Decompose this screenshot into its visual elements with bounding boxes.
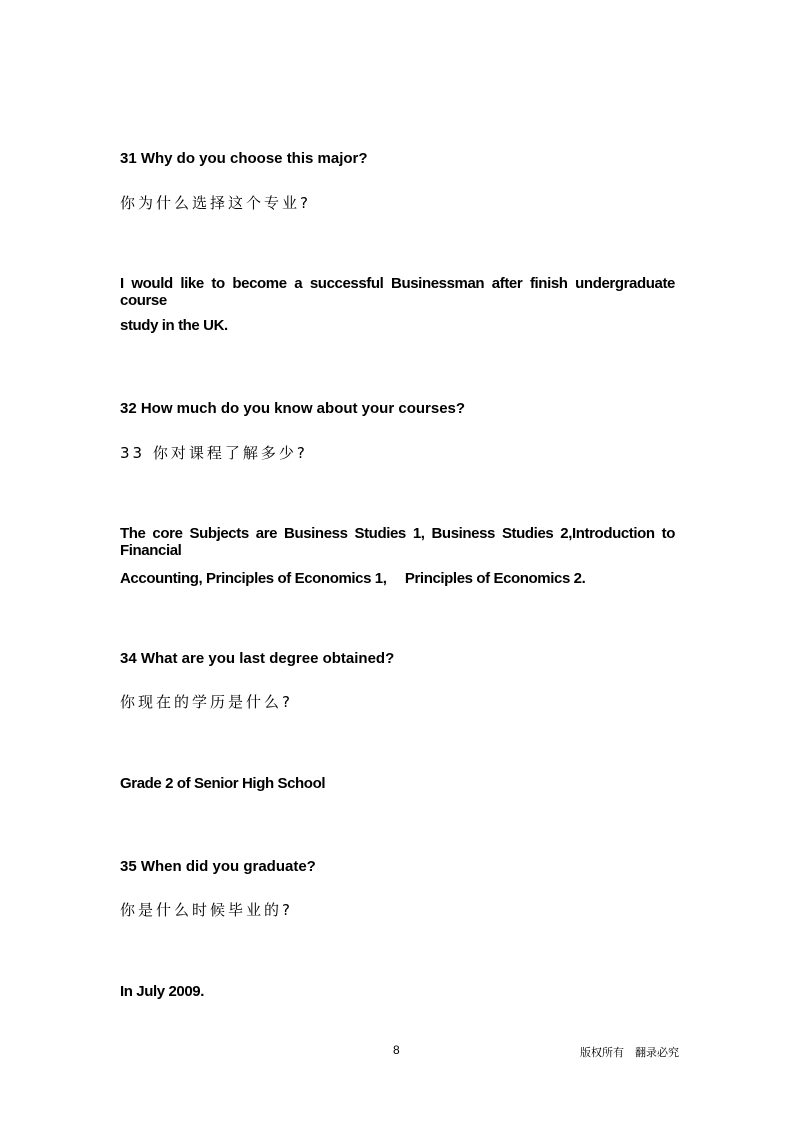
question-35: 35 When did you graduate?: [120, 858, 316, 875]
answer-34: Grade 2 of Senior High School: [120, 775, 326, 792]
copyright-notice: 版权所有 翻录必究: [580, 1046, 679, 1059]
question-31-translation: 你为什么选择这个专业?: [120, 194, 311, 212]
question-31: 31 Why do you choose this major?: [120, 150, 368, 167]
page-number: 8: [393, 1043, 400, 1057]
question-32: 32 How much do you know about your courses?: [120, 400, 466, 417]
answer-35: In July 2009.: [120, 983, 205, 1000]
answer-31-line-1: I would like to become a successful Businessman after finish undergraduate course: [120, 275, 675, 309]
answer-32-line-2: Accounting, Principles of Economics 1, Principles of Economics 2.: [120, 570, 586, 587]
question-34: 34 What are you last degree obtained?: [120, 650, 395, 667]
question-32-translation: 33 你对课程了解多少?: [120, 444, 308, 462]
question-35-translation: 你是什么时候毕业的?: [120, 901, 293, 919]
answer-32-line-1: The core Subjects are Business Studies 1, Business Studies 2,Introduction to Financial: [120, 525, 675, 559]
answer-31-line-2: study in the UK.: [120, 317, 228, 334]
question-34-translation: 你现在的学历是什么?: [120, 693, 293, 711]
